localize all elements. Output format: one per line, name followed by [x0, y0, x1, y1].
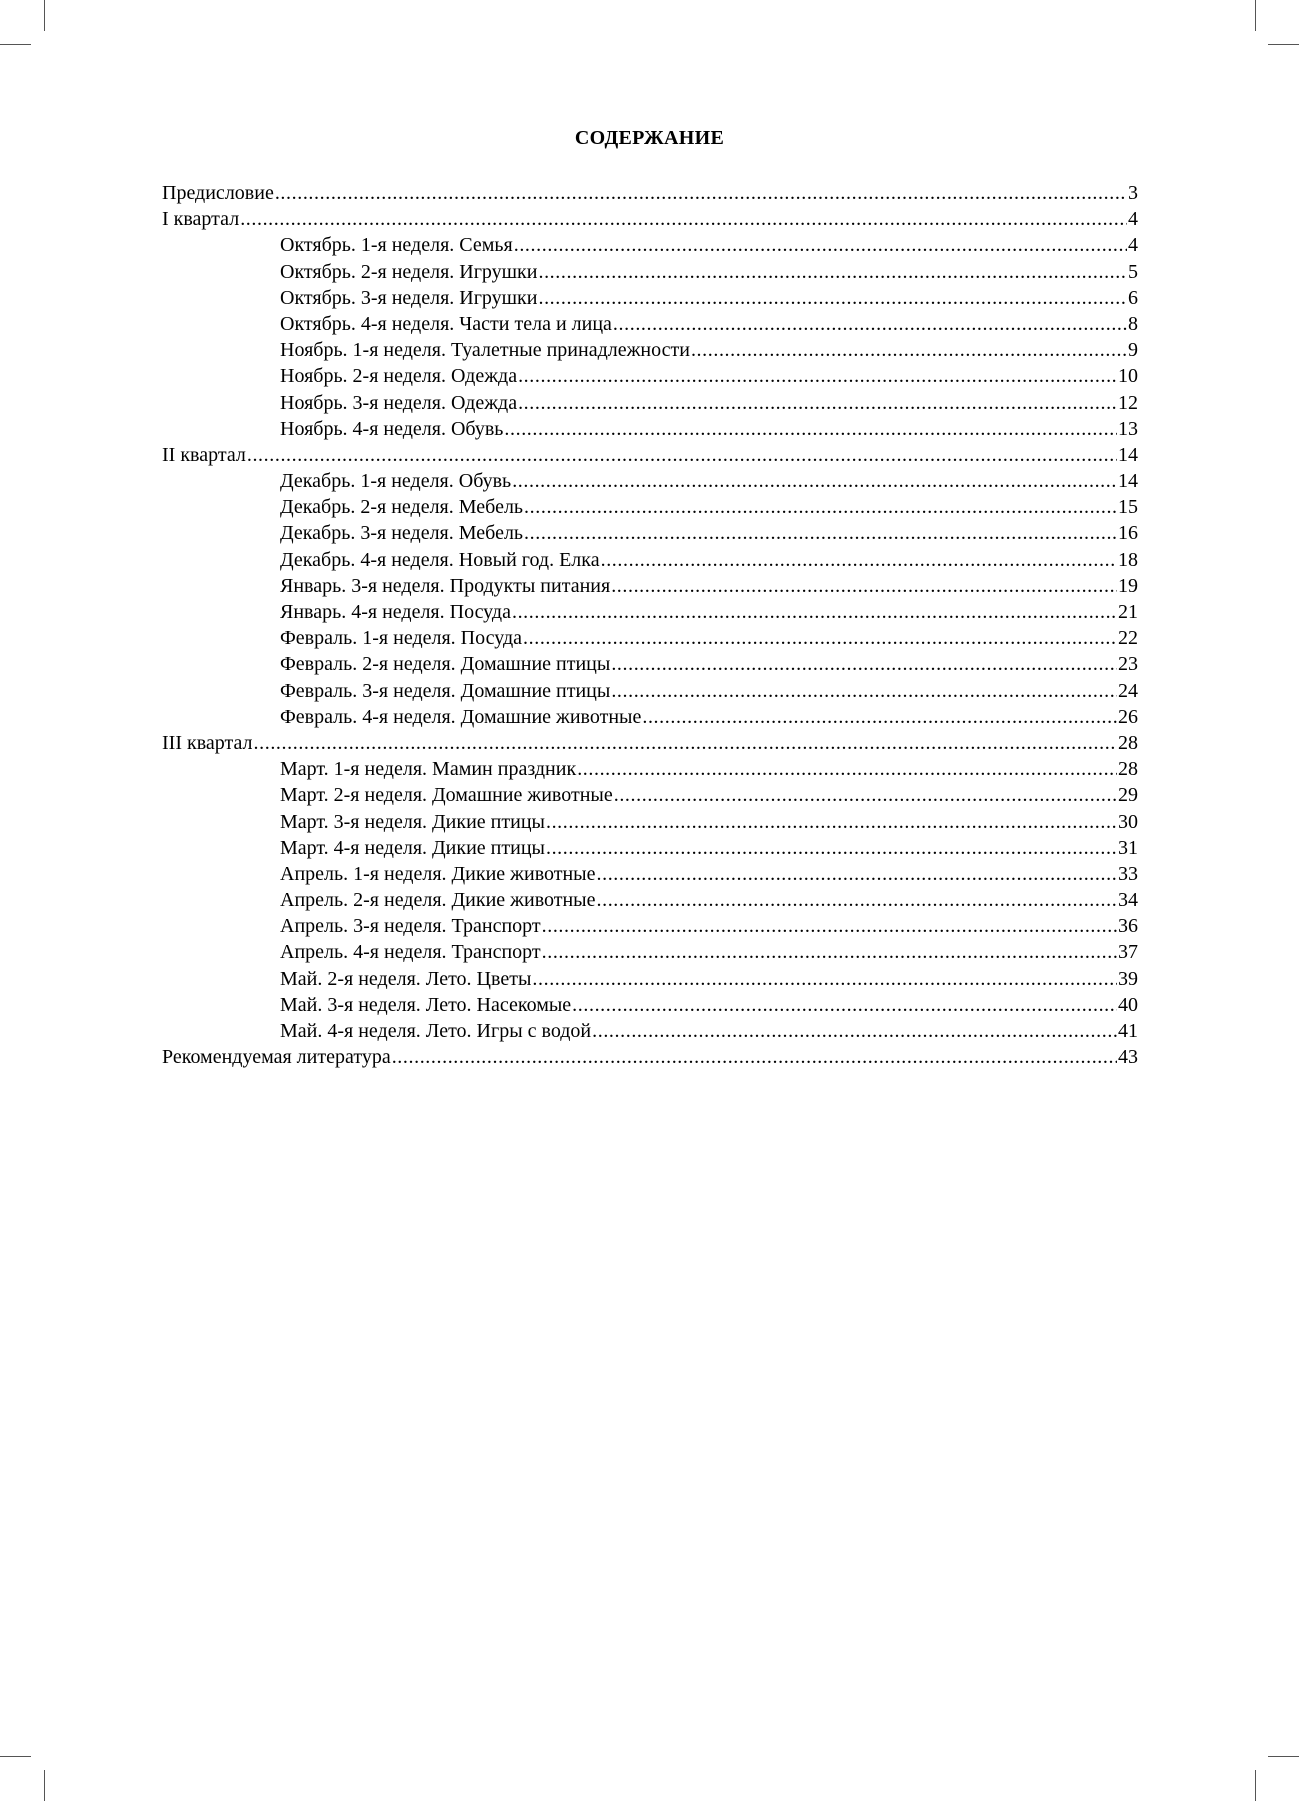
- toc-subsection-entry[interactable]: [162, 782, 1138, 808]
- toc-leader-dots: [523, 625, 1117, 651]
- toc-leader-dots: [611, 651, 1117, 677]
- toc-page-number: 28: [1118, 731, 1138, 754]
- toc-page-number: 39: [1118, 967, 1138, 990]
- toc-page-number: 24: [1118, 679, 1138, 702]
- toc-entry-label: Март. 2-я неделя. Домашние животные: [280, 784, 613, 807]
- toc-subsection-entry[interactable]: [162, 468, 1138, 494]
- toc-leader-dots: [518, 390, 1117, 416]
- toc-entry-label: Март. 3-я неделя. Дикие птицы: [280, 810, 545, 833]
- toc-page-number: 22: [1118, 627, 1138, 650]
- toc-leader-dots: [240, 206, 1127, 232]
- toc-entry-label: Апрель. 1-я неделя. Дикие животные: [280, 862, 596, 885]
- toc-subsection-entry[interactable]: [162, 232, 1138, 258]
- toc-page-number: 41: [1118, 1020, 1138, 1042]
- toc-subsection-entry[interactable]: [162, 1018, 1138, 1044]
- toc-entry-label: Предисловие: [162, 182, 274, 204]
- page-title: СОДЕРЖАНИЕ: [574, 127, 725, 149]
- toc-entry-label: Апрель. 4-я неделя. Транспорт: [280, 941, 541, 964]
- toc-page-number: 10: [1118, 365, 1138, 388]
- toc-entry-label: Октябрь. 2-я неделя. Игрушки: [280, 260, 538, 283]
- toc-page-number: 13: [1118, 417, 1138, 440]
- toc-section-entry[interactable]: [162, 206, 1138, 232]
- toc-entry-label: Апрель. 2-я неделя. Дикие животные: [280, 889, 596, 912]
- crop-mark-bottom-left-horizontal: [0, 1756, 31, 1757]
- toc-entry-label: Февраль. 1-я неделя. Посуда: [280, 627, 523, 650]
- toc-subsection-entry[interactable]: [162, 363, 1138, 389]
- toc-entry-label: Февраль. 4-я неделя. Домашние животные: [280, 705, 642, 728]
- toc-leader-dots: [532, 966, 1117, 992]
- crop-mark-bottom-right-vertical: [1255, 1770, 1256, 1801]
- toc-leader-dots: [592, 1018, 1117, 1044]
- toc-page-number: 28: [1118, 758, 1138, 781]
- toc-subsection-entry[interactable]: [162, 809, 1138, 835]
- toc-leader-dots: [504, 416, 1117, 442]
- toc-subsection-entry[interactable]: [162, 520, 1138, 546]
- toc-page-number: 12: [1118, 391, 1138, 414]
- toc-entry-label: Декабрь. 3-я неделя. Мебель: [280, 522, 524, 545]
- toc-leader-dots: [597, 887, 1118, 913]
- toc-entry-label: Декабрь. 4-я неделя. Новый год. Елка: [280, 548, 600, 571]
- toc-entry-label: Май. 3-я неделя. Лето. Насекомые: [280, 993, 572, 1016]
- toc-page-number: 5: [1128, 260, 1138, 283]
- toc-subsection-entry[interactable]: [162, 337, 1138, 363]
- toc-subsection-entry[interactable]: [162, 704, 1138, 730]
- toc-subsection-entry[interactable]: [162, 625, 1138, 651]
- toc-leader-dots: [613, 311, 1127, 337]
- toc-entry-label: Октябрь. 3-я неделя. Игрушки: [280, 286, 538, 309]
- toc-subsection-entry[interactable]: [162, 835, 1138, 861]
- toc-entry-label: Декабрь. 2-я неделя. Мебель: [280, 496, 524, 519]
- toc-leader-dots: [275, 180, 1127, 206]
- toc-page-number: 34: [1118, 889, 1138, 912]
- toc-page-number: 6: [1128, 286, 1138, 309]
- toc-leader-dots: [518, 363, 1117, 389]
- toc-leader-dots: [614, 782, 1117, 808]
- toc-leader-dots: [611, 573, 1117, 599]
- crop-mark-top-right-horizontal: [1268, 44, 1299, 45]
- crop-mark-bottom-left-vertical: [44, 1770, 45, 1801]
- toc-subsection-entry[interactable]: [162, 547, 1138, 573]
- toc-page-number: 40: [1118, 993, 1138, 1016]
- toc-page-number: 9: [1128, 339, 1138, 362]
- toc-entry-label: Февраль. 3-я неделя. Домашние птицы: [280, 679, 611, 702]
- toc-entry-label: Ноябрь. 2-я неделя. Одежда: [280, 365, 518, 388]
- toc-entry-label: Май. 4-я неделя. Лето. Игры с водой: [280, 1020, 592, 1042]
- toc-leader-dots: [611, 678, 1117, 704]
- toc-leader-dots: [392, 1044, 1117, 1070]
- toc-page-number: 16: [1118, 522, 1138, 545]
- table-of-contents: [162, 180, 1138, 1070]
- toc-subsection-entry[interactable]: [162, 573, 1138, 599]
- toc-entry-label: Ноябрь. 1-я неделя. Туалетные принадлежности: [280, 339, 690, 362]
- toc-subsection-entry[interactable]: [162, 887, 1138, 913]
- toc-leader-dots: [514, 232, 1127, 258]
- toc-page-number: 21: [1118, 601, 1138, 623]
- toc-entry-label: III квартал: [162, 731, 253, 754]
- crop-mark-bottom-right-horizontal: [1268, 1756, 1299, 1757]
- toc-section-entry[interactable]: [162, 180, 1138, 206]
- toc-leader-dots: [572, 992, 1117, 1018]
- toc-leader-dots: [512, 468, 1117, 494]
- toc-page-number: 43: [1118, 1046, 1138, 1069]
- toc-entry-label: Январь. 3-я неделя. Продукты питания: [280, 574, 611, 597]
- toc-page-number: 33: [1118, 862, 1138, 885]
- toc-subsection-entry[interactable]: [162, 390, 1138, 416]
- toc-entry-label: Февраль. 2-я неделя. Домашние птицы: [280, 653, 611, 676]
- toc-leader-dots: [542, 913, 1117, 939]
- toc-leader-dots: [254, 730, 1117, 756]
- toc-section-entry[interactable]: [162, 1044, 1138, 1070]
- toc-subsection-entry[interactable]: [162, 939, 1138, 965]
- toc-subsection-entry[interactable]: [162, 913, 1138, 939]
- toc-entry-label: Рекомендуемая литература: [162, 1046, 391, 1069]
- toc-leader-dots: [538, 259, 1127, 285]
- toc-subsection-entry[interactable]: [162, 285, 1138, 311]
- toc-leader-dots: [601, 547, 1117, 573]
- toc-subsection-entry[interactable]: [162, 861, 1138, 887]
- toc-subsection-entry[interactable]: [162, 678, 1138, 704]
- toc-entry-label: II квартал: [162, 443, 246, 466]
- toc-leader-dots: [597, 861, 1118, 887]
- toc-subsection-entry[interactable]: [162, 311, 1138, 337]
- toc-leader-dots: [512, 599, 1117, 625]
- toc-leader-dots: [546, 835, 1117, 861]
- toc-entry-label: Апрель. 3-я неделя. Транспорт: [280, 915, 541, 938]
- toc-leader-dots: [524, 520, 1117, 546]
- toc-entry-label: Декабрь. 1-я неделя. Обувь: [280, 470, 512, 493]
- crop-mark-top-left-vertical: [44, 0, 45, 31]
- toc-leader-dots: [691, 337, 1127, 363]
- toc-page-number: 18: [1118, 548, 1138, 571]
- toc-page-number: 3: [1128, 182, 1138, 204]
- toc-leader-dots: [524, 494, 1117, 520]
- toc-subsection-entry[interactable]: [162, 599, 1138, 625]
- toc-page-number: 4: [1128, 234, 1138, 257]
- toc-entry-label: Ноябрь. 3-я неделя. Одежда: [280, 391, 518, 414]
- toc-entry-label: Март. 1-я неделя. Мамин праздник: [280, 758, 577, 781]
- toc-page-number: 15: [1118, 496, 1138, 519]
- toc-page-number: 19: [1118, 574, 1138, 597]
- toc-subsection-entry[interactable]: [162, 416, 1138, 442]
- toc-entry-label: Октябрь. 1-я неделя. Семья: [280, 234, 513, 257]
- toc-subsection-entry[interactable]: [162, 259, 1138, 285]
- toc-page-number: 23: [1118, 653, 1138, 676]
- toc-page-number: 26: [1118, 705, 1138, 728]
- toc-subsection-entry[interactable]: [162, 494, 1138, 520]
- crop-mark-top-right-vertical: [1255, 0, 1256, 31]
- toc-section-entry[interactable]: [162, 730, 1138, 756]
- toc-section-entry[interactable]: [162, 442, 1138, 468]
- toc-page-number: 29: [1118, 784, 1138, 807]
- toc-page-number: 14: [1118, 443, 1138, 466]
- toc-entry-label: Май. 2-я неделя. Лето. Цветы: [280, 967, 532, 990]
- toc-page-number: 4: [1128, 208, 1138, 231]
- toc-page-number: 8: [1128, 312, 1138, 335]
- toc-entry-label: Ноябрь. 4-я неделя. Обувь: [280, 417, 504, 440]
- toc-entry-label: I квартал: [162, 208, 240, 231]
- toc-page-number: 14: [1118, 470, 1138, 493]
- toc-leader-dots: [542, 939, 1117, 965]
- toc-subsection-entry[interactable]: [162, 992, 1138, 1018]
- toc-entry-label: Октябрь. 4-я неделя. Части тела и лица: [280, 312, 612, 335]
- toc-subsection-entry[interactable]: [162, 651, 1138, 677]
- crop-mark-top-left-horizontal: [0, 44, 31, 45]
- toc-subsection-entry[interactable]: [162, 966, 1138, 992]
- toc-subsection-entry[interactable]: [162, 756, 1138, 782]
- toc-page-number: 30: [1118, 810, 1138, 833]
- toc-leader-dots: [642, 704, 1117, 730]
- toc-leader-dots: [577, 756, 1117, 782]
- toc-leader-dots: [538, 285, 1127, 311]
- toc-entry-label: Январь. 4-я неделя. Посуда: [280, 601, 511, 623]
- toc-entry-label: Март. 4-я неделя. Дикие птицы: [280, 836, 545, 859]
- toc-leader-dots: [546, 809, 1117, 835]
- toc-leader-dots: [247, 442, 1117, 468]
- toc-page-number: 31: [1118, 836, 1138, 859]
- toc-page-number: 36: [1118, 915, 1138, 938]
- toc-page-number: 37: [1118, 941, 1138, 964]
